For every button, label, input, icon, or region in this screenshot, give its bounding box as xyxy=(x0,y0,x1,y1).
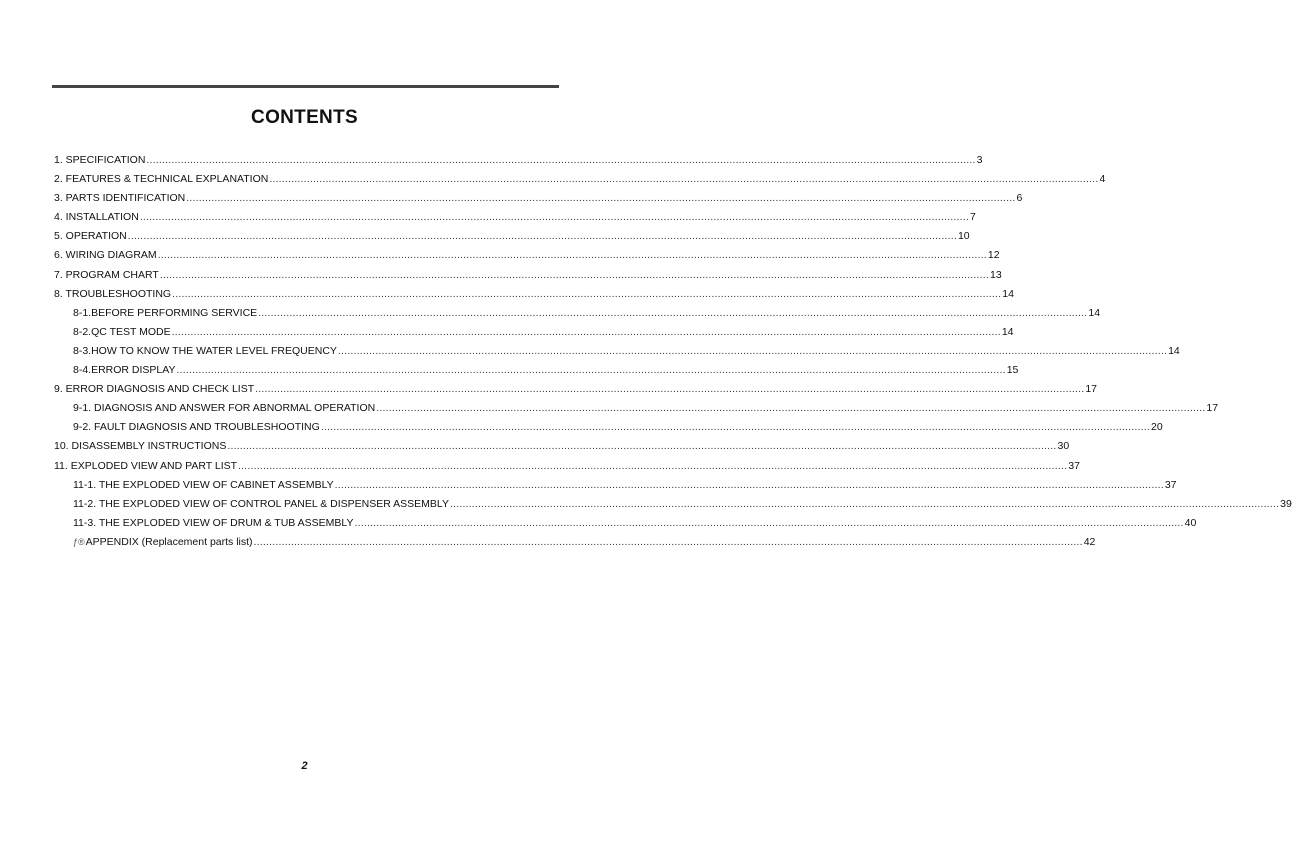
dot-leader: .......................................................................................................................................................................................................................................................................... xyxy=(139,211,969,224)
dot-leader: .......................................................................................................................................................................................................................................................................... xyxy=(146,154,976,166)
toc-entry-text: 10. DISASSEMBLY INSTRUCTIONS xyxy=(54,440,227,453)
toc-entry[interactable] xyxy=(54,495,1292,514)
toc-entry-text: 11-1. THE EXPLODED VIEW OF CABINET ASSEMBLY xyxy=(73,478,334,491)
toc-entry-label xyxy=(73,476,334,495)
toc-entry-label xyxy=(73,514,353,533)
toc-entry[interactable] xyxy=(54,533,1096,552)
toc-entry-text: 8-2.QC TEST MODE xyxy=(73,325,171,338)
toc-entry[interactable] xyxy=(54,246,1000,265)
toc-entry-page: 13 xyxy=(990,268,1002,281)
toc-entry[interactable] xyxy=(54,342,1180,361)
toc-entry-text: 8-1.BEFORE PERFORMING SERVICE xyxy=(73,306,258,319)
toc-entry-label xyxy=(73,533,253,552)
toc-entry[interactable] xyxy=(54,399,1219,418)
toc-entry[interactable] xyxy=(54,151,983,170)
toc-entry[interactable] xyxy=(54,227,970,246)
toc-entry-page: 30 xyxy=(1057,440,1070,453)
toc-entry-label xyxy=(73,495,449,514)
dot-leader: .......................................................................................................................................................................................................................................................................... xyxy=(449,497,1280,510)
toc-entry[interactable] xyxy=(54,170,1106,189)
toc-entry-page: 42 xyxy=(1083,535,1096,548)
toc-entry-label xyxy=(54,266,159,285)
table-of-contents xyxy=(54,151,1292,552)
toc-entry[interactable] xyxy=(54,476,1177,495)
toc-entry-text: 8-3.HOW TO KNOW THE WATER LEVEL FREQUENCY xyxy=(73,344,337,357)
toc-entry-page: 4 xyxy=(1099,173,1106,186)
dot-leader: .......................................................................................................................................................................................................................................................................... xyxy=(186,192,1016,205)
toc-entry-label xyxy=(54,437,226,456)
dot-leader: .......................................................................................................................................................................................................................................................................... xyxy=(354,516,1184,529)
toc-entry-label xyxy=(54,380,254,399)
dot-leader: .......................................................................................................................................................................................................................................................................... xyxy=(255,383,1085,396)
toc-entry-text: 11-3. THE EXPLODED VIEW OF DRUM & TUB ASSEMBLY xyxy=(73,516,354,529)
toc-entry[interactable] xyxy=(54,323,1014,342)
toc-entry-page: 14 xyxy=(1001,325,1014,338)
toc-entry-text: 7. PROGRAM CHART xyxy=(54,268,159,281)
toc-entry-text: APPENDIX (Replacement parts list) xyxy=(85,535,253,548)
toc-entry[interactable] xyxy=(54,514,1197,533)
toc-entry-label xyxy=(73,342,337,361)
top-rule xyxy=(52,85,559,88)
toc-entry-page: 14 xyxy=(1088,306,1101,319)
toc-entry-label xyxy=(54,285,171,304)
toc-entry-label xyxy=(54,246,157,265)
toc-entry-label xyxy=(54,208,139,227)
toc-entry-text: 5. OPERATION xyxy=(54,230,127,243)
toc-entry[interactable] xyxy=(54,266,1002,285)
page-number: 2 xyxy=(301,760,308,772)
toc-entry-label xyxy=(73,323,171,342)
toc-entry-text: 6. WIRING DIAGRAM xyxy=(54,249,157,262)
toc-entry-text: 2. FEATURES & TECHNICAL EXPLANATION xyxy=(54,173,269,186)
dot-leader: .......................................................................................................................................................................................................................................................................... xyxy=(127,230,957,243)
toc-entry-text: 11-2. THE EXPLODED VIEW OF CONTROL PANEL & DISPENSER ASSEMBLY xyxy=(73,497,449,510)
toc-entry[interactable] xyxy=(54,208,976,227)
toc-entry-page: 14 xyxy=(1168,344,1180,357)
toc-entry-text: 9-1. DIAGNOSIS AND ANSWER FOR ABNORMAL OPERATION xyxy=(73,402,376,415)
toc-entry-text: 1. SPECIFICATION xyxy=(54,154,146,166)
toc-entry-page: 7 xyxy=(970,211,976,224)
toc-entry-page: 37 xyxy=(1164,478,1177,491)
toc-entry[interactable] xyxy=(54,304,1101,323)
page-title: CONTENTS xyxy=(251,107,358,128)
toc-entry[interactable] xyxy=(54,437,1070,456)
toc-entry-label xyxy=(73,418,320,437)
toc-entry-page: 20 xyxy=(1151,421,1163,434)
dot-leader: .......................................................................................................................................................................................................................................................................... xyxy=(172,287,1002,300)
dot-leader: .......................................................................................................................................................................................................................................................................... xyxy=(269,173,1099,186)
dot-leader: .......................................................................................................................................................................................................................................................................... xyxy=(334,478,1164,491)
toc-entry[interactable] xyxy=(54,361,1019,380)
toc-entry-text: 9-2. FAULT DIAGNOSIS AND TROUBLESHOOTING xyxy=(73,421,320,434)
toc-entry-page: 39 xyxy=(1280,497,1292,510)
toc-entry-label xyxy=(54,189,185,208)
toc-entry-label xyxy=(73,304,257,323)
toc-entry-label xyxy=(73,361,176,380)
dot-leader: .......................................................................................................................................................................................................................................................................... xyxy=(253,535,1083,548)
toc-entry[interactable] xyxy=(54,380,1098,399)
dot-leader: .......................................................................................................................................................................................................................................................................... xyxy=(157,249,987,262)
dot-leader: .......................................................................................................................................................................................................................................................................... xyxy=(258,306,1088,319)
toc-entry-text: 4. INSTALLATION xyxy=(54,211,139,224)
toc-entry-text: 9. ERROR DIAGNOSIS AND CHECK LIST xyxy=(54,383,255,396)
toc-entry-page: 37 xyxy=(1068,459,1080,472)
dot-leader: .......................................................................................................................................................................................................................................................................... xyxy=(159,268,990,281)
dot-leader: .......................................................................................................................................................................................................................................................................... xyxy=(337,344,1168,357)
toc-entry[interactable] xyxy=(54,418,1163,437)
toc-entry-page: 15 xyxy=(1006,364,1019,377)
toc-entry-label xyxy=(73,399,375,418)
toc-entry-page: 12 xyxy=(987,249,1000,262)
toc-entry-page: 17 xyxy=(1206,402,1219,415)
toc-entry[interactable] xyxy=(54,285,1014,304)
toc-entry-text: 11. EXPLODED VIEW AND PART LIST xyxy=(54,459,238,472)
toc-entry-page: 17 xyxy=(1085,383,1098,396)
dot-leader: .......................................................................................................................................................................................................................................................................... xyxy=(376,402,1206,415)
toc-entry-text: 3. PARTS IDENTIFICATION xyxy=(54,192,186,205)
toc-entry-label xyxy=(54,151,145,170)
toc-entry-text: 8-4.ERROR DISPLAY xyxy=(73,364,176,377)
dot-leader: .......................................................................................................................................................................................................................................................................... xyxy=(176,364,1006,377)
toc-entry-label xyxy=(54,170,268,189)
dot-leader: .......................................................................................................................................................................................................................................................................... xyxy=(227,440,1057,453)
appendix-marker-icon: ƒ® xyxy=(73,536,85,547)
dot-leader: .......................................................................................................................................................................................................................................................................... xyxy=(238,459,1068,472)
toc-entry-label xyxy=(54,457,237,476)
toc-entry[interactable] xyxy=(54,189,1023,208)
dot-leader: .......................................................................................................................................................................................................................................................................... xyxy=(171,325,1001,338)
toc-entry-page: 40 xyxy=(1184,516,1197,529)
toc-entry-label xyxy=(54,227,127,246)
dot-leader: .......................................................................................................................................................................................................................................................................... xyxy=(320,421,1150,434)
toc-entry-page: 10 xyxy=(957,230,970,243)
toc-entry[interactable] xyxy=(54,457,1080,476)
toc-entry-text: 8. TROUBLESHOOTING xyxy=(54,287,172,300)
toc-entry-page: 3 xyxy=(976,154,983,166)
toc-entry-page: 14 xyxy=(1002,287,1014,300)
toc-entry-page: 6 xyxy=(1016,192,1023,205)
